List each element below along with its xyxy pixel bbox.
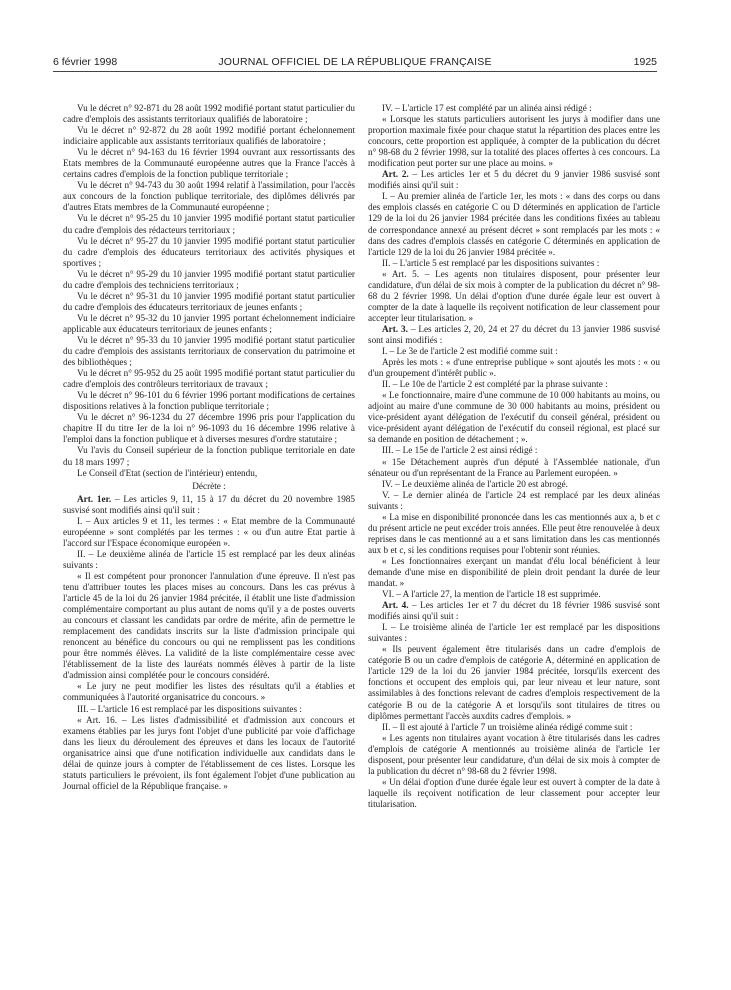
paragraph xyxy=(368,457,660,479)
paragraph xyxy=(368,600,660,622)
paragraph xyxy=(368,445,660,456)
paragraph-text: Vu le décret n° 95-27 du 10 janvier 1995 modifié portant statut particulier du cadre d'emplois des éducateurs territoriaux des activités physiques et sportives ; xyxy=(63,235,355,268)
paragraph-text: VI. – A l'article 27, la mention de l'article 18 est supprimée. xyxy=(382,589,601,600)
paragraph xyxy=(368,114,660,169)
paragraph xyxy=(368,490,660,512)
paragraph-text: II. – Il est ajouté à l'article 7 un troisième alinéa rédigé comme suit : xyxy=(382,721,633,732)
paragraph-text: I. – Aux articles 9 et 11, les termes : « Etat membre de la Communauté européenne » sont complétés par les termes : « ou d'un autre Etat partie à l'accord sur l'Espace économique européen ». xyxy=(63,515,355,548)
paragraph-text: I. – Le 3e de l'article 2 est modifié comme suit : xyxy=(382,346,558,357)
paragraph xyxy=(63,549,355,571)
paragraph-text: « Les agents non titulaires ayant vocation à être titularisés dans les cadres d'emplois de catégorie A mentionnés au troisième alinéa de l'article 1er disposent, pour présenter leur candidature, d'un délai de six mois à compter de la publication du décret n° 98-68 du 2 février 1998. xyxy=(368,732,660,776)
paragraph-text: Le Conseil d'Etat (section de l'intérieur) entendu, xyxy=(77,467,258,478)
paragraph xyxy=(368,622,660,644)
paragraph xyxy=(368,103,660,114)
paragraph-text: « Art. 5. – Les agents non titulaires disposent, pour présenter leur candidature, d'un délai de six mois à compter de la publication du décret n° 98-68 du 2 février 1998. Un délai d'option d'une durée égale leur est ouvert à compter de la date à laquelle ils reçoivent notification de leur classement pour accepter leur titularisation. » xyxy=(368,268,660,323)
paragraph-text: Vu le décret n° 94-743 du 30 août 1994 relatif à l'assimilation, pour l'accès aux concours de la fonction publique territoriale, des diplômes délivrés par d'autres Etats membres de la Communauté européenne ; xyxy=(63,180,355,213)
paragraph xyxy=(368,733,660,777)
paragraph xyxy=(368,169,660,191)
paragraph xyxy=(368,258,660,269)
paragraph xyxy=(368,390,660,445)
paragraph-text: IV. – Le deuxième alinéa de l'article 20 est abrogé. xyxy=(382,478,568,489)
paragraph-text: – Les articles 2, 20, 24 et 27 du décret du 13 janvier 1986 susvisé sont ainsi modifiés : xyxy=(368,323,660,345)
paragraph xyxy=(63,468,355,479)
paragraph xyxy=(368,269,660,324)
paragraph xyxy=(63,494,355,516)
paragraph-text: Vu le décret n° 95-952 du 25 août 1995 modifié portant statut particulier du cadre d'emplois des contrôleurs territoriaux de travaux ; xyxy=(63,368,355,390)
paragraph xyxy=(63,445,355,467)
paragraph-text: IV. – L'article 17 est complété par un alinéa ainsi rédigé : xyxy=(382,103,592,113)
paragraph-text: Vu le décret n° 95-31 du 10 janvier 1995 modifié portant statut particulier du cadre d'emplois des éducateurs territoriaux de jeunes enfants ; xyxy=(63,290,355,312)
paragraph xyxy=(368,324,660,346)
paragraph xyxy=(368,346,660,357)
header-date: 6 février 1998 xyxy=(53,56,118,68)
paragraph xyxy=(63,236,355,269)
paragraph-text: « Art. 16. – Les listes d'admissibilité et d'admission aux concours et examens établies par les jurys font l'objet d'une publicité par voie d'affichage dans les lieux du déroulement des épreuves et dans les locaux de l'autorité organisatrice ainsi que d'une notification individuelle aux candidats dans le délai de quinze jours à compter de l'établissement de ces listes. Lorsque les statuts particuliers le prévoient, ils font également l'objet d'une publication au Journal officiel de la République française. » xyxy=(63,714,355,791)
article-number: Art. 1er. xyxy=(77,493,112,504)
header-rule xyxy=(53,71,657,72)
article-number: Art. 3. xyxy=(382,323,408,334)
paragraph-text: – Les articles 1er et 5 du décret du 9 janvier 1986 susvisé sont modifiés ainsi qu'il suit : xyxy=(368,169,660,191)
paragraph xyxy=(63,103,355,125)
paragraph-text: Vu le décret n° 95-32 du 10 janvier 1995 portant échelonnement indiciaire applicable aux éducateurs territoriaux de jeunes enfants ; xyxy=(63,312,355,334)
paragraph-text: Vu le décret n° 94-163 du 16 février 1994 ouvrant aux ressortissants des Etats membres de la Communauté européenne autres que la France l'accès à certains cadres d'emplois de la fonction publique territoriale ; xyxy=(63,147,355,180)
paragraph-text: Après les mots : « d'une entreprise publique » sont ajoutés les mots : « ou d'un groupement d'intérêt public ». xyxy=(368,357,660,379)
paragraph xyxy=(63,571,355,681)
paragraph xyxy=(368,777,660,810)
paragraph-text: Vu l'avis du Conseil supérieur de la fonction publique territoriale en date du 18 mars 1997 ; xyxy=(63,445,355,467)
paragraph-text: II. – L'article 5 est remplacé par les dispositions suivantes : xyxy=(382,257,600,268)
paragraph-text: Vu le décret n° 96-1234 du 27 décembre 1996 pris pour l'application du chapitre II du titre Ier de la loi n° 96-1093 du 16 décembre 1996 relative à l'emploi dans la fonction publique et à diverses mesures d'ordre statutaire ; xyxy=(63,412,355,445)
paragraph-text: « Il est compétent pour prononcer l'annulation d'une épreuve. Il n'est pas tenu d'attribuer toutes les places mises au concours. Dans les cas prévus à l'article 45 de la loi du 26 janvier 1984 précitée, il établit une liste d'admission complémentaire comportant au plus autant de noms qu'il y a de postes ouverts au concours et classant les candidats par ordre de mérite, afin de permettre le remplacement des candidats inscrits sur la liste d'admission principale qui renoncent au bénéfice du concours ou qui ne remplissent pas les conditions pour être nommés élèves. La validité de la liste complémentaire cesse avec l'établissement de la liste des lauréats nommés élèves à partir de la liste d'admission ainsi complétée pour le concours considéré. xyxy=(63,570,355,681)
paragraph-text: – Les articles 1er et 7 du décret du 18 février 1986 susvisé sont modifiés ainsi qu'il suit : xyxy=(368,600,660,622)
article-number: Art. 2. xyxy=(382,169,409,180)
paragraph xyxy=(63,368,355,390)
paragraph xyxy=(63,147,355,180)
article-number: Art. 4. xyxy=(382,600,409,611)
paragraph-text: V. – Le dernier alinéa de l'article 24 est remplacé par les deux alinéas suivants : xyxy=(368,489,660,511)
paragraph xyxy=(368,479,660,490)
paragraph xyxy=(368,512,660,556)
paragraph-text: I. – Le troisième alinéa de l'article 1er est remplacé par les dispositions suivantes : xyxy=(368,622,660,644)
paragraph xyxy=(63,390,355,412)
paragraph xyxy=(63,313,355,335)
paragraph-text: II. – Le deuxième alinéa de l'article 15 est remplacé par les deux alinéas suivants : xyxy=(63,548,355,570)
paragraph-text: Vu le décret n° 92-871 du 28 août 1992 modifié portant statut particulier du cadre d'emplois des assistants territoriaux qualifiés de laboratoire ; xyxy=(63,103,355,125)
left-column xyxy=(63,103,355,792)
paragraph-text: « Ils peuvent également être titularisés dans un cadre d'emplois de catégorie B ou un cadre d'emplois de catégorie A, déterminé en application de l'article 129 de la loi du 26 janvier 1984 précitée, lorsqu'ils exercent des fonctions et occupent des emplois qui, par leur niveau et leur nature, sont assimilables à des fonctions relevant de cadres d'emplois respectivement de la catégorie B ou de la catégorie A et lorsqu'ils sont titulaires de titres ou diplômes permettant l'accès auxdits cadres d'emplois. » xyxy=(368,644,660,721)
paragraph-text: « Les fonctionnaires exerçant un mandat d'élu local bénéficient à leur demande d'une mise en disponibilité de plein droit pendant la durée de leur mandat. » xyxy=(368,555,660,589)
right-column xyxy=(368,103,660,810)
paragraph xyxy=(63,715,355,792)
paragraph-text: « La mise en disponibilité prononcée dans les cas mentionnés aux a, b et c du présent article ne peut excéder trois années. Elle peut être renouvelée à deux reprises dans le cas mentionné au a et sans limitation dans les cas mentionnés aux b et c, si les conditions requises pour l'obtenir sont réunies. xyxy=(368,511,660,555)
paragraph-text: « Le jury ne peut modifier les listes des résultats qu'il a établies et communiquées à l'autorité organisatrice du concours. » xyxy=(63,681,355,703)
paragraph xyxy=(63,180,355,213)
paragraph xyxy=(63,412,355,445)
paragraph-text: – Les articles 9, 11, 15 à 17 du décret du 20 novembre 1985 susvisé sont modifiés ainsi qu'il suit : xyxy=(63,493,355,515)
paragraph xyxy=(368,556,660,589)
paragraph-text: « Lorsque les statuts particuliers autorisent les jurys à modifier dans une proportion maximale fixée pour chaque statut la répartition des places entre les concours, cette proportion est appliquée, à compter de la publication du décret n° 98-68 du 2 février 1998, sur la totalité des places offertes à ces concours. La modification peut porter sur une place au moins. » xyxy=(368,114,660,169)
paragraph xyxy=(63,269,355,291)
decree-heading xyxy=(63,481,355,492)
paragraph xyxy=(63,291,355,313)
page-number: 1925 xyxy=(633,56,657,68)
paragraph xyxy=(63,516,355,549)
paragraph xyxy=(63,704,355,715)
paragraph-text: Vu le décret n° 95-25 du 10 janvier 1995 modifié portant statut particulier du cadre d'emplois des rédacteurs territoriaux ; xyxy=(63,213,355,235)
paragraph xyxy=(63,125,355,147)
paragraph-text: Vu le décret n° 95-33 du 10 janvier 1995 modifié portant statut particulier du cadre d'emplois des assistants territoriaux de conservation du patrimoine et des bibliothèques ; xyxy=(63,334,355,368)
paragraph-text: I. – Au premier alinéa de l'article 1er, les mots : « dans des corps ou dans des emplois classés en catégorie C ou D déterminés en application de l'article 129 de la loi du 26 janvier 1984 précitée dans les conditions fixées au tableau de correspondance annexé au présent décret » sont remplacés par les mots : « dans des cadres d'emplois classés en catégorie C déterminés en application de l'article 129 de la loi du 26 janvier 1984 précitée ». xyxy=(368,191,660,257)
paragraph xyxy=(63,213,355,235)
paragraph-text: Vu le décret n° 96-101 du 6 février 1996 portant modifications de certaines dispositions relatives à la fonction publique territoriale ; xyxy=(63,390,355,412)
paragraph-text: « Un délai d'option d'une durée égale leur est ouvert à compter de la date à laquelle ils reçoivent notification de leur classement pour accepter leur titularisation. xyxy=(368,776,660,809)
paragraph xyxy=(63,681,355,703)
paragraph xyxy=(63,335,355,368)
paragraph xyxy=(368,644,660,721)
paragraph xyxy=(368,379,660,390)
page-header xyxy=(53,56,657,72)
paragraph xyxy=(368,191,660,257)
paragraph-text: « 15e Détachement auprès d'un député à l'Assemblée nationale, d'un sénateur ou d'un représentant de la France au Parlement européen. » xyxy=(368,456,660,478)
paragraph-text: Vu le décret n° 95-29 du 10 janvier 1995 modifié portant statut particulier du cadre d'emplois des techniciens territoriaux ; xyxy=(63,268,355,290)
paragraph-text: Vu le décret n° 92-872 du 28 août 1992 modifié portant échelonnement indiciaire applicable aux assistants territoriaux qualifiés de laboratoire ; xyxy=(63,125,355,147)
paragraph xyxy=(368,589,660,600)
paragraph-text: III. – L'article 16 est remplacé par les dispositions suivantes : xyxy=(77,703,302,714)
journal-title: JOURNAL OFFICIEL DE LA RÉPUBLIQUE FRANÇAISE xyxy=(218,56,492,68)
paragraph-text: III. – Le 15e de l'article 2 est ainsi rédigé : xyxy=(382,445,538,456)
paragraph-text: « Le fonctionnaire, maire d'une commune de 10 000 habitants au moins, ou adjoint au maire d'une commune de 30 000 habitants au moins, président ou vice-président ayant délégation de l'exécutif du conseil général, président ou vice-président ayant délégation de l'exécutif du conseil régional, est placé sur sa demande en position de détachement ; ». xyxy=(368,390,660,445)
paragraph xyxy=(368,357,660,379)
paragraph-text: II. – Le 10e de l'article 2 est complété par la phrase suivante : xyxy=(382,379,608,390)
paragraph-text: Décrète : xyxy=(192,480,226,491)
paragraph xyxy=(368,722,660,733)
